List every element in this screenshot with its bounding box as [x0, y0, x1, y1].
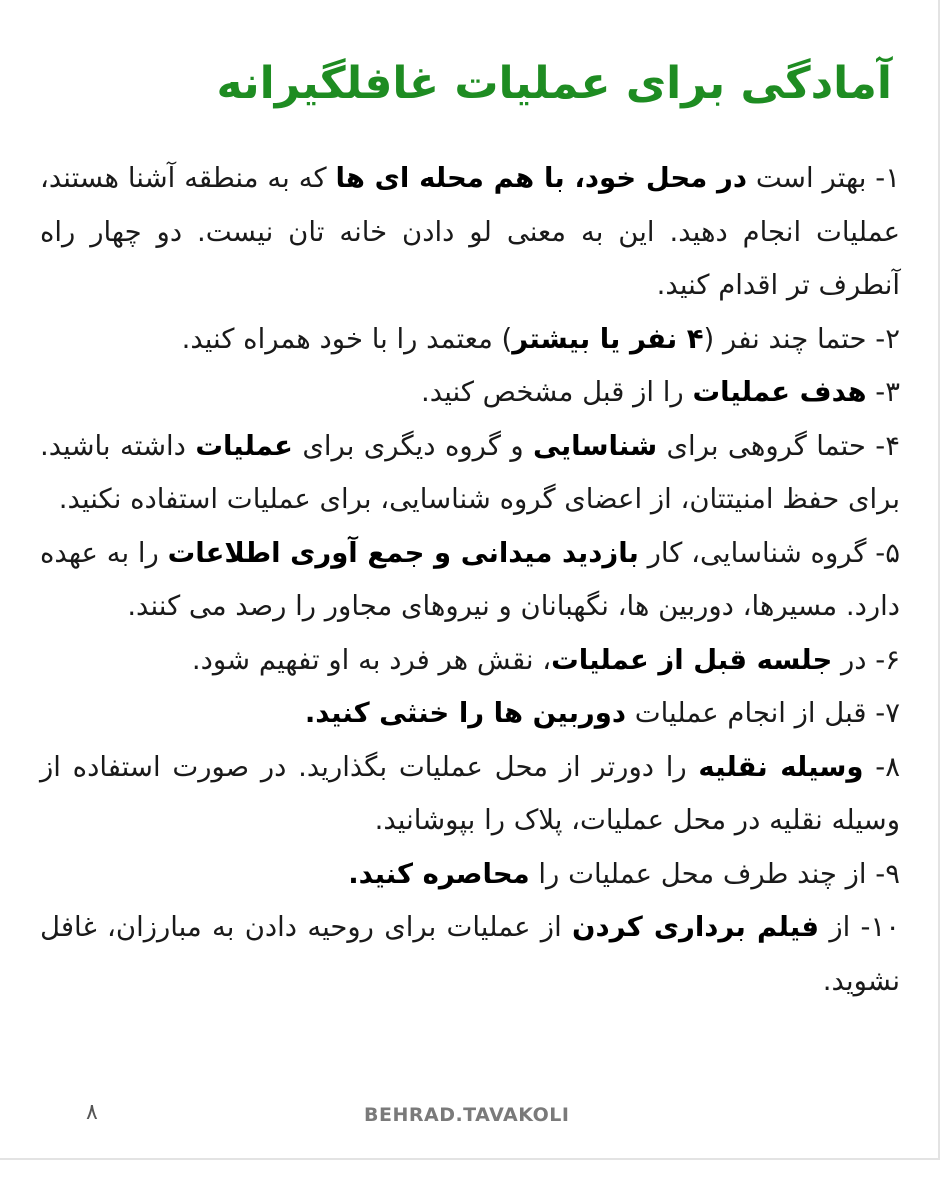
instruction-list [40, 152, 900, 1008]
item-7-bold-a: دوربین ها را خنثی کنید. [304, 697, 626, 729]
item-1-text-a: ۱- بهتر است [746, 162, 901, 194]
item-10-bold-a: فیلم برداری کردن [572, 911, 820, 943]
list-item-2 [40, 313, 900, 367]
item-1-bold-a: در محل خود، با هم محله ای ها [335, 162, 747, 194]
item-1-text-b: که به منطقه آشنا هستند، عملیات انجام دهید. این به معنی لو دادن خانه تان نیست. دو چهار راه آنطرف تر اقدام کنید. [40, 162, 900, 301]
item-6-text-b: ، نقش هر فرد به او تفهیم شود. [191, 643, 552, 676]
list-item-10 [40, 901, 900, 1008]
item-4-text-a: ۴- حتما گروهی برای [657, 429, 900, 462]
item-4-text-c: داشته باشید. برای حفظ امنیتتان، از اعضای گروه شناسایی، برای عملیات استفاده نکنید. [40, 429, 900, 515]
author-credit: BEHRAD.TAVAKOLI [364, 1104, 570, 1126]
item-10-text-a: ۱۰- از [819, 911, 901, 943]
item-5-bold-a: بازدید میدانی و جمع آوری اطلاعات [167, 536, 639, 569]
list-item-1 [40, 152, 900, 313]
item-2-text-b: ) معتمد را با خود همراه کنید. [181, 322, 513, 355]
list-item-8 [40, 741, 900, 848]
page-title: آمادگی برای عملیات غافلگیرانه [216, 58, 892, 109]
list-item-4 [40, 420, 900, 527]
item-4-bold-b: عملیات [195, 429, 293, 462]
page-number: ۸ [86, 1100, 98, 1125]
item-4-bold-a: شناسایی [533, 429, 658, 462]
item-6-text-a: ۶- در [832, 643, 900, 676]
item-8-text-a: ۸- [863, 750, 900, 783]
list-item-6 [40, 634, 900, 688]
item-4-text-b: و گروه دیگری برای [292, 429, 533, 462]
item-6-bold-a: جلسه قبل از عملیات [551, 643, 833, 676]
item-8-bold-a: وسیله نقلیه [698, 750, 864, 783]
item-10-text-b: از عملیات برای روحیه دادن به مبارزان، غافل نشوید. [40, 911, 900, 997]
item-5-text-b: را به عهده دارد. مسیرها، دوربین ها، نگهبانان و نیروهای مجاور را رصد می کنند. [40, 536, 900, 622]
item-2-bold-a: ۴ نفر یا بیشتر [512, 322, 704, 355]
item-9-text-a: ۹- از چند طرف محل عملیات را [529, 857, 900, 890]
item-8-text-b: را دورتر از محل عملیات بگذارید. در صورت استفاده از وسیله نقلیه در محل عملیات، پلاک را بپوشانید. [40, 750, 900, 836]
item-7-text-a: ۷- قبل از انجام عملیات [625, 697, 900, 729]
list-item-7 [40, 687, 900, 741]
list-item-9 [40, 848, 900, 902]
item-3-text-b: را از قبل مشخص کنید. [421, 376, 693, 408]
item-3-text-a: ۳- [866, 376, 900, 408]
list-item-3 [40, 366, 900, 420]
item-9-bold-a: محاصره کنید. [348, 857, 530, 890]
item-5-text-a: ۵- گروه شناسایی، کار [638, 536, 900, 569]
list-item-5 [40, 527, 900, 634]
item-3-bold-a: هدف عملیات [692, 376, 867, 408]
item-2-text-a: ۲- حتما چند نفر ( [703, 322, 900, 355]
